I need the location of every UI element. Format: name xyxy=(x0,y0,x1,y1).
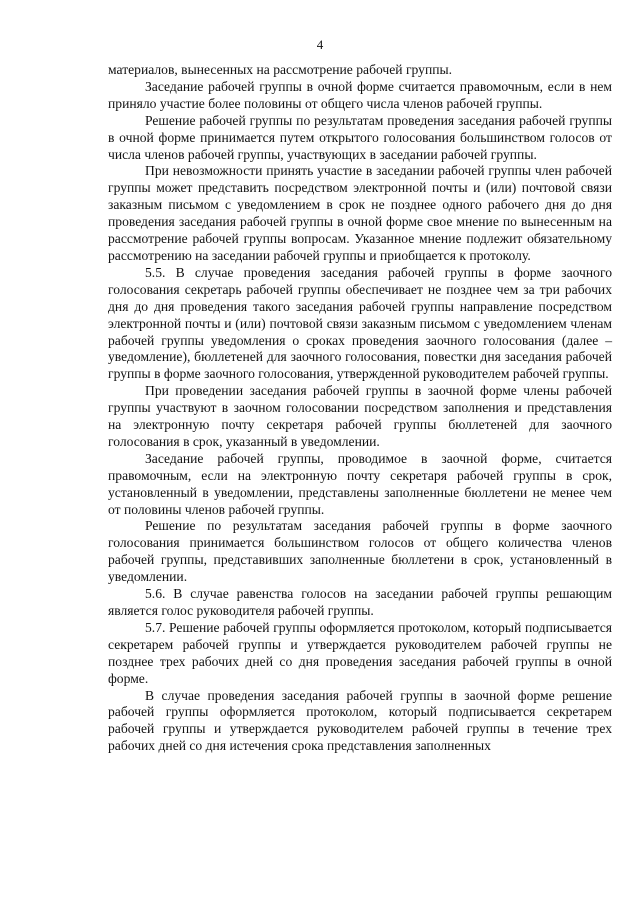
paragraph-decision-absentee: Решение по результатам заседания рабочей группы в форме заочного голосования принимается большинством голосов от общего количества членов рабочей группы, представивших заполненные бюллетени в срок, установленный в уведомлении. xyxy=(108,518,612,585)
paragraph-clause-5-6: 5.6. В случае равенства голосов на заседании рабочей группы решающим является голос руководителя рабочей группы. xyxy=(108,586,612,618)
paragraph-decision-in-person: Решение рабочей группы по результатам проведения заседания рабочей группы в очной форме принимается путем открытого голосования большинством голосов от числа членов рабочей группы, участвующих в заседании рабочей группы. xyxy=(108,112,612,162)
paragraph-clause-5-7: 5.7. Решение рабочей группы оформляется протоколом, который подписывается секретарем рабочей группы и утверждается руководителем рабочей группы не позднее трех рабочих дней со дня проведения заседания рабочей группы в очной форме. xyxy=(108,619,612,686)
paragraph-protocol-absentee: В случае проведения заседания рабочей группы в заочной форме решение рабочей группы оформляется протоколом, который подписывается секретарем рабочей группы и утверждается руководителем рабочей группы в течение трех рабочих дней со дня истечения срока представления заполненных xyxy=(108,687,612,754)
paragraph-clause-5-5: 5.5. В случае проведения заседания рабочей группы в форме заочного голосования секретарь рабочей группы обеспечивает не позднее чем за три рабочих дня до дня проведения такого заседания рабочей группы направление посредством электронной почты и (или) почтовой связи заказным письмом с уведомлением членам рабочей группы уведомления о сроках проведения заочного голосования (далее – уведомление), бюллетеней для заочного голосования, повестки дня заседания рабочей группы в форме заочного голосования, утвержденной руководителем рабочей группы. xyxy=(108,264,612,382)
paragraph-quorum-absentee: Заседание рабочей группы, проводимое в заочной форме, считается правомочным, если на электронную почту секретаря рабочей группы в срок, установленный в уведомлении, представлены заполненные бюллетени не менее чем от половины членов рабочей группы. xyxy=(108,450,612,517)
paragraph-quorum-in-person: Заседание рабочей группы в очной форме считается правомочным, если в нем приняло участие более половины от общего числа членов рабочей группы. xyxy=(108,78,612,111)
paragraph-absentee-voting: При проведении заседания рабочей группы в заочной форме члены рабочей группы участвуют в заочном голосовании посредством заполнения и представления на электронную почту секретаря рабочей группы бюллетеней для заочного голосования в срок, указанный в уведомлении. xyxy=(108,383,612,449)
document-body xyxy=(108,62,612,755)
page-number: 4 xyxy=(316,37,324,52)
paragraph-absent-member-opinion: При невозможности принять участие в заседании рабочей группы член рабочей группы может представить посредством электронной почты и (или) почтовой связи заказным письмом с уведомлением в срок не позднее одного рабочего дня до дня проведения заседания рабочей группы в очной форме свое мнение по вынесенным на рассмотрение рабочей группы вопросам. Указанное мнение подлежит обязательному рассмотрению на заседании рабочей группы и приобщается к протоколу. xyxy=(108,163,612,263)
paragraph-continuation: материалов, вынесенных на рассмотрение рабочей группы. xyxy=(108,62,453,77)
